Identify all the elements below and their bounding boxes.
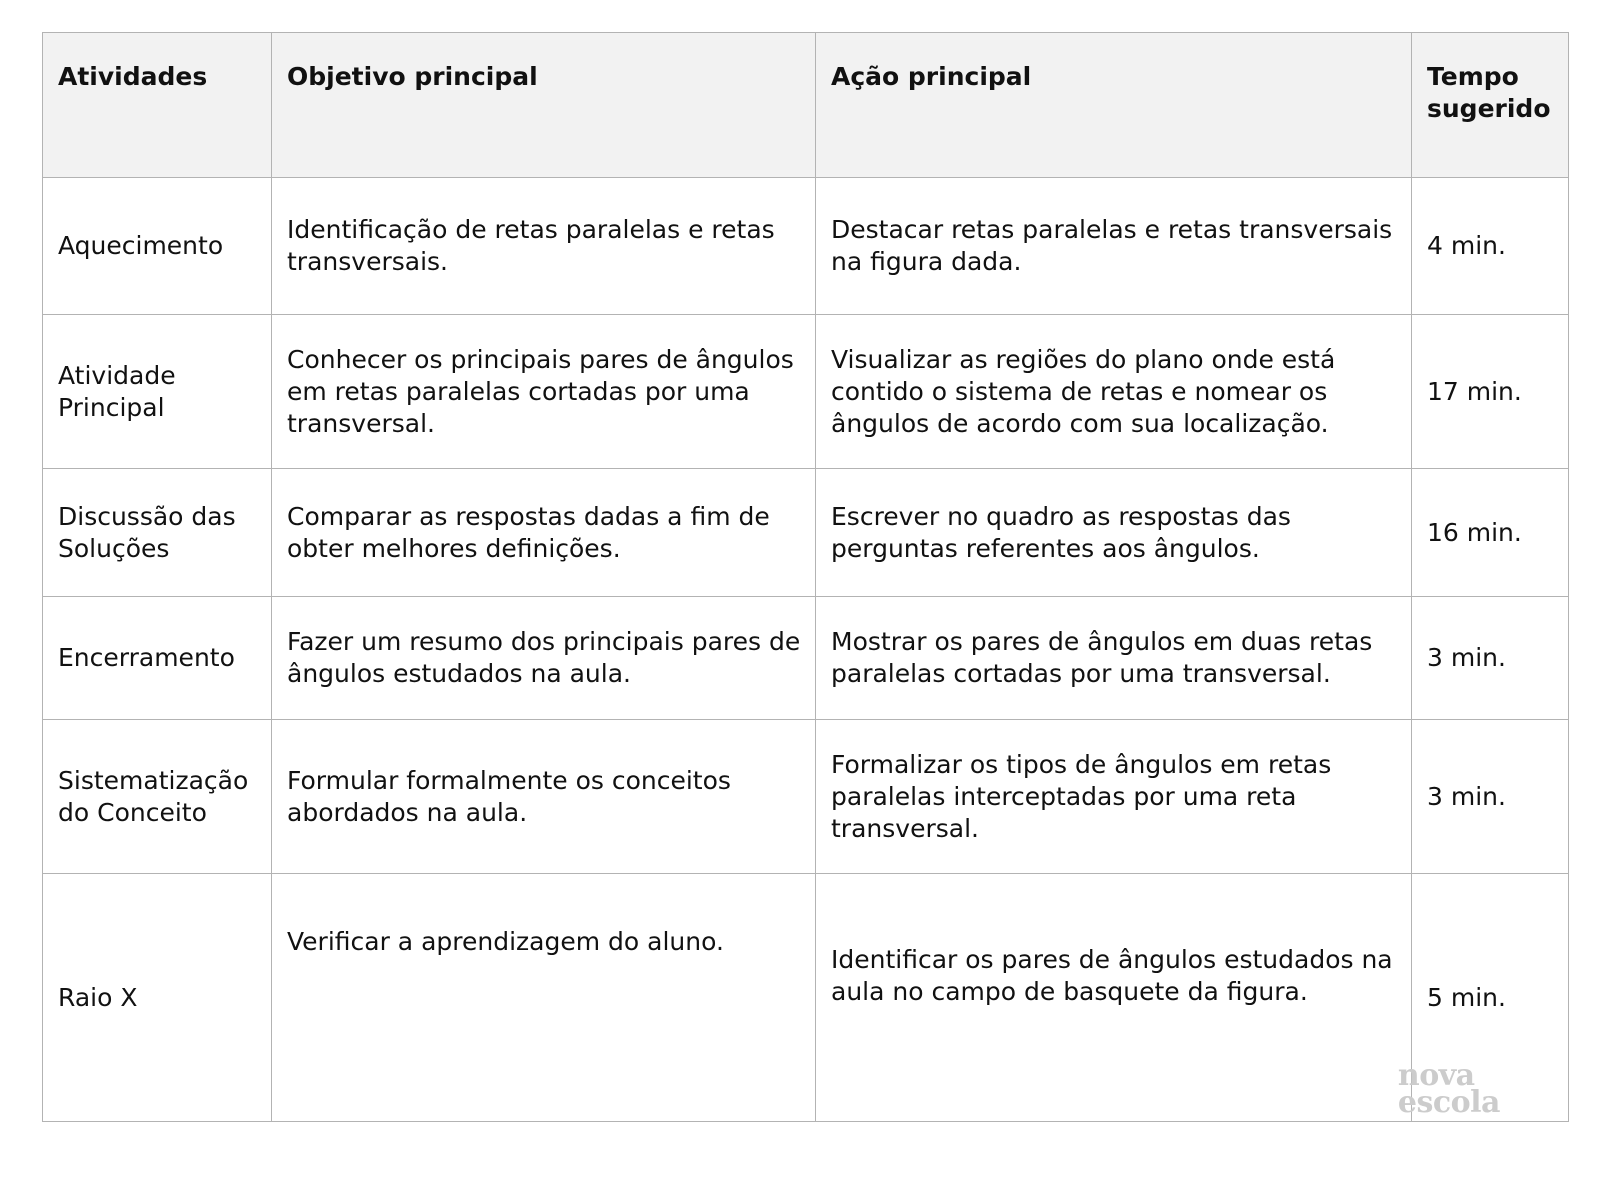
action-cell: Destacar retas paralelas e retas transversais na figura dada. xyxy=(816,178,1412,315)
logo-line-escola: escola xyxy=(1397,1085,1500,1120)
activity-cell: Atividade Principal xyxy=(43,315,272,469)
activity-cell: Aquecimento xyxy=(43,178,272,315)
header-main-action: Ação principal xyxy=(816,33,1412,178)
time-cell: 3 min. xyxy=(1412,597,1569,720)
objective-cell: Verificar a aprendizagem do aluno. xyxy=(272,874,816,1122)
header-main-objective: Objetivo principal xyxy=(272,33,816,178)
activity-cell: Raio X xyxy=(43,874,272,1122)
time-cell: 4 min. xyxy=(1412,178,1569,315)
table-row xyxy=(43,315,1569,469)
header-row xyxy=(43,33,1569,178)
nova-escola-logo xyxy=(1397,1058,1500,1120)
objective-cell: Identificação de retas paralelas e retas transversais. xyxy=(272,178,816,315)
table-row xyxy=(43,874,1569,1122)
table-row xyxy=(43,720,1569,874)
time-cell: 3 min. xyxy=(1412,720,1569,874)
objective-cell: Formular formalmente os conceitos abordados na aula. xyxy=(272,720,816,874)
lesson-plan-table xyxy=(42,32,1569,1122)
table-row xyxy=(43,178,1569,315)
action-cell: Identificar os pares de ângulos estudados na aula no campo de basquete da figura. xyxy=(816,874,1412,1122)
table-header xyxy=(43,33,1569,178)
table-body xyxy=(43,178,1569,1122)
action-cell: Mostrar os pares de ângulos em duas retas paralelas cortadas por uma transversal. xyxy=(816,597,1412,720)
time-cell: 16 min. xyxy=(1412,469,1569,597)
header-activities: Atividades xyxy=(43,33,272,178)
action-cell: Visualizar as regiões do plano onde está contido o sistema de retas e nomear os ângulos de acordo com sua localização. xyxy=(816,315,1412,469)
logo-line-nova: nova xyxy=(1397,1058,1475,1093)
objective-cell: Fazer um resumo dos principais pares de ângulos estudados na aula. xyxy=(272,597,816,720)
objective-cell: Comparar as respostas dadas a fim de obter melhores definições. xyxy=(272,469,816,597)
action-cell: Formalizar os tipos de ângulos em retas paralelas interceptadas por uma reta transversal. xyxy=(816,720,1412,874)
table-row xyxy=(43,597,1569,720)
activity-cell: Discussão das Soluções xyxy=(43,469,272,597)
objective-cell: Conhecer os principais pares de ângulos em retas paralelas cortadas por uma transversal. xyxy=(272,315,816,469)
time-cell: 17 min. xyxy=(1412,315,1569,469)
header-suggested-time: Tempo sugerido xyxy=(1412,33,1569,178)
action-cell: Escrever no quadro as respostas das perguntas referentes aos ângulos. xyxy=(816,469,1412,597)
activity-cell: Sistematização do Conceito xyxy=(43,720,272,874)
table-row xyxy=(43,469,1569,597)
time-cell: 5 min. xyxy=(1412,874,1569,1122)
activity-cell: Encerramento xyxy=(43,597,272,720)
